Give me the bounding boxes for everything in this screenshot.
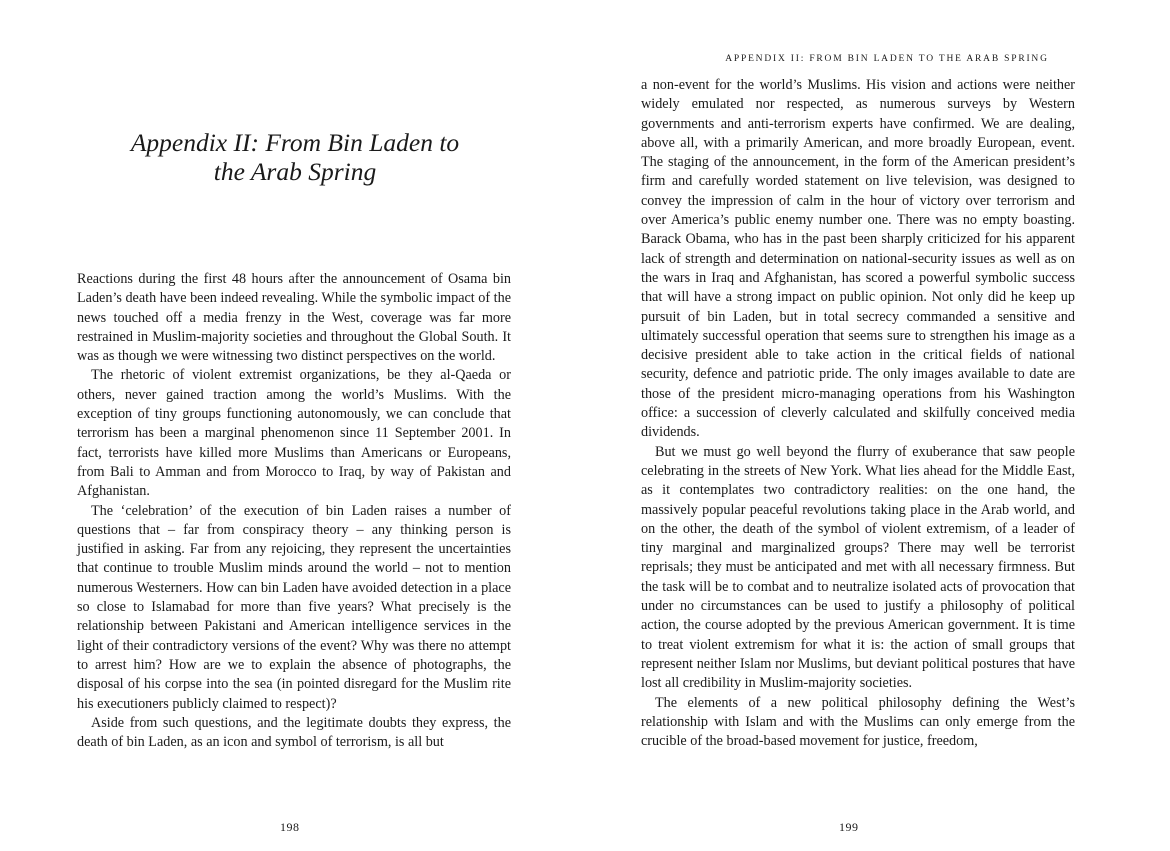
paragraph: Aside from such questions, and the legitimate doubts they express, the death of bin Laden, as an icon and symbol of terrorism, is all but [77,714,511,751]
chapter-title [78,128,512,186]
chapter-title-line-1: Appendix II: From Bin Laden to [130,128,460,157]
page-number: 199 [839,820,859,834]
right-body-text [641,76,1075,751]
right-page [585,0,1170,851]
running-head: APPENDIX II: FROM BIN LADEN TO THE ARAB SPRING [725,54,1049,64]
page-number: 198 [280,820,300,834]
paragraph: Reactions during the first 48 hours after the announcement of Osama bin Laden’s death have been indeed revealing. While the symbolic impact of the news touched off a media frenzy in the West, coverage was far more restrained in Muslim-majority societies and throughout the Global South. It was as though we were witnessing two distinct perspectives on the world. [77,271,511,365]
paragraph: The rhetoric of violent extremist organizations, be they al-Qaeda or others, never gained traction among the world’s Muslims. With the exception of tiny groups functioning autonomously, we can conclude that terrorism has been a marginal phenomenon since 11 September 2001. In fact, terrorists have killed more Muslims than Americans or Europeans, from Bali to Amman and from Morocco to Iraq, by way of Pakistan and Afghanistan. [77,367,511,500]
paragraph: The ‘celebration’ of the execution of bin Laden raises a number of questions that – far from conspiracy theory – any thinking person is justified in asking. Far from any rejoicing, they represent the uncertainties that continue to trouble Muslim minds around the world – not to mention numerous Westerners. How can bin Laden have avoided detection in a place so close to Islamabad for more than five years? What precisely is the relationship between Pakistani and American intelligence services in the light of their contradictory versions of the event? Why was there no attempt to arrest him? How are we to explain the absence of photographs, the disposal of his corpse into the sea (in pointed disregard for the Muslim rite his executioners publicly claimed to respect)? [77,502,511,712]
paragraph: The elements of a new political philosophy defining the West’s relationship with Islam and with the Muslims can only emerge from the crucible of the broad-based movement for justice, freedom, [641,694,1075,750]
paragraph: But we must go well beyond the flurry of exuberance that saw people celebrating in the streets of New York. What lies ahead for the Middle East, as it contemplates two contradictory realities: on the one hand, the massively popular peaceful revolutions taking place in the Arab world, and on the other, the death of the symbol of violent extremism, of a leader of tiny marginal and marginalized groups? There may well be terrorist reprisals; they must be anticipated and met with all necessary firmness. But the task will be to combat and to neutralize isolated acts of provocation that under no circumstances can be used to justify a philosophy of political action, the course adopted by the previous American government. It is time to treat violent extremism for what it is: the action of small groups that represent neither Islam nor Muslims, but deviant political postures that have lost all credibility in Muslim-majority societies. [641,443,1075,692]
paragraph: a non-event for the world’s Muslims. His vision and actions were neither widely emulated nor respected, as numerous surveys by Western governments and anti-terrorism experts have confirmed. We are dealing, above all, with a primarily American, and more broadly European, event. The staging of the announcement, in the form of the American president’s firm and carefully worded statement on live television, was designed to convey the impression of calm in the hour of victory over terrorism and over America’s public enemy number one. There was no empty boasting. Barack Obama, who has in the past been sharply criticized for his apparent lack of strength and determination on national-security issues as well as on the wars in Iraq and Afghanistan, has scored a powerful symbolic success that will have a strong impact on public opinion. Not only did he keep up pursuit of bin Laden, but in total secrecy commanded a sensitive and ultimately successful operation that seems sure to strengthen his image as a decisive president able to take action in the critical fields of national security, defence and patriotic pride. The only images available to date are those of the president micro-managing operations from his Washington office: a succession of cleverly calculated and skilfully conceived media dividends. [641,77,1075,441]
chapter-title-line-2: the Arab Spring [213,157,377,186]
left-body-text [77,270,511,752]
